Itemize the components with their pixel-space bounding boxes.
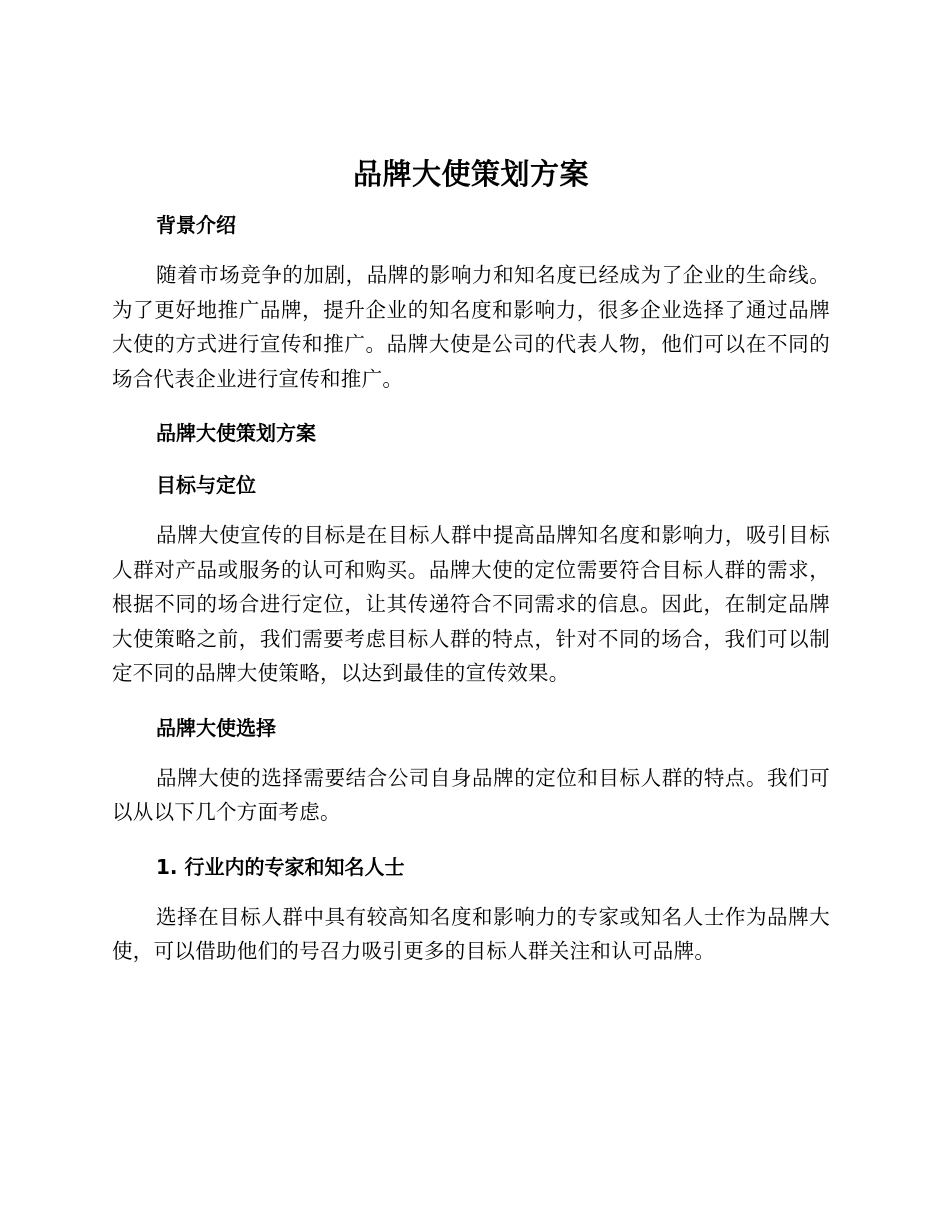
spacer	[112, 396, 830, 414]
section-heading-plan: 品牌大使策划方案	[156, 421, 316, 445]
document-title: 品牌大使策划方案	[352, 157, 589, 191]
spacer	[112, 691, 830, 709]
spacer	[112, 452, 830, 466]
section-heading-goal: 目标与定位	[156, 473, 256, 497]
section-heading-background: 背景介绍	[156, 213, 236, 237]
spacer	[112, 198, 830, 206]
spacer	[112, 504, 830, 518]
paragraph-background: 随着市场竞争的加剧，品牌的影响力和知名度已经成为了企业的生命线。为了更好地推广品牌，提升企业的知名度和影响力，很多企业选择了通过品牌大使的方式进行宣传和推广。品牌大使是公司的代表人物，他们可以在不同的场合代表企业进行宣传和推广。	[112, 263, 830, 391]
spacer	[112, 244, 830, 258]
section-heading-item1: 1. 行业内的专家和知名人士	[156, 854, 405, 879]
paragraph-item1: 选择在目标人群中具有较高知名度和影响力的专家或知名人士作为品牌大使，可以借助他们的号召力吸引更多的目标人群关注和认可品牌。	[112, 904, 830, 963]
paragraph-selection: 品牌大使的选择需要结合公司自身品牌的定位和目标人群的特点。我们可以从以下几个方面考虑。	[112, 765, 830, 824]
spacer	[112, 886, 830, 900]
paragraph-goal: 品牌大使宣传的目标是在目标人群中提高品牌知名度和影响力，吸引目标人群对产品或服务的认可和购买。品牌大使的定位需要符合目标人群的需求，根据不同的场合进行定位，让其传递符合不同需求的信息。因此，在制定品牌大使策略之前，我们需要考虑目标人群的特点，针对不同的场合，我们可以制定不同的品牌大使策略，以达到最佳的宣传效果。	[112, 523, 830, 685]
spacer	[112, 830, 830, 848]
spacer	[112, 747, 830, 761]
document-page	[112, 150, 830, 969]
section-heading-selection: 品牌大使选择	[156, 715, 276, 740]
